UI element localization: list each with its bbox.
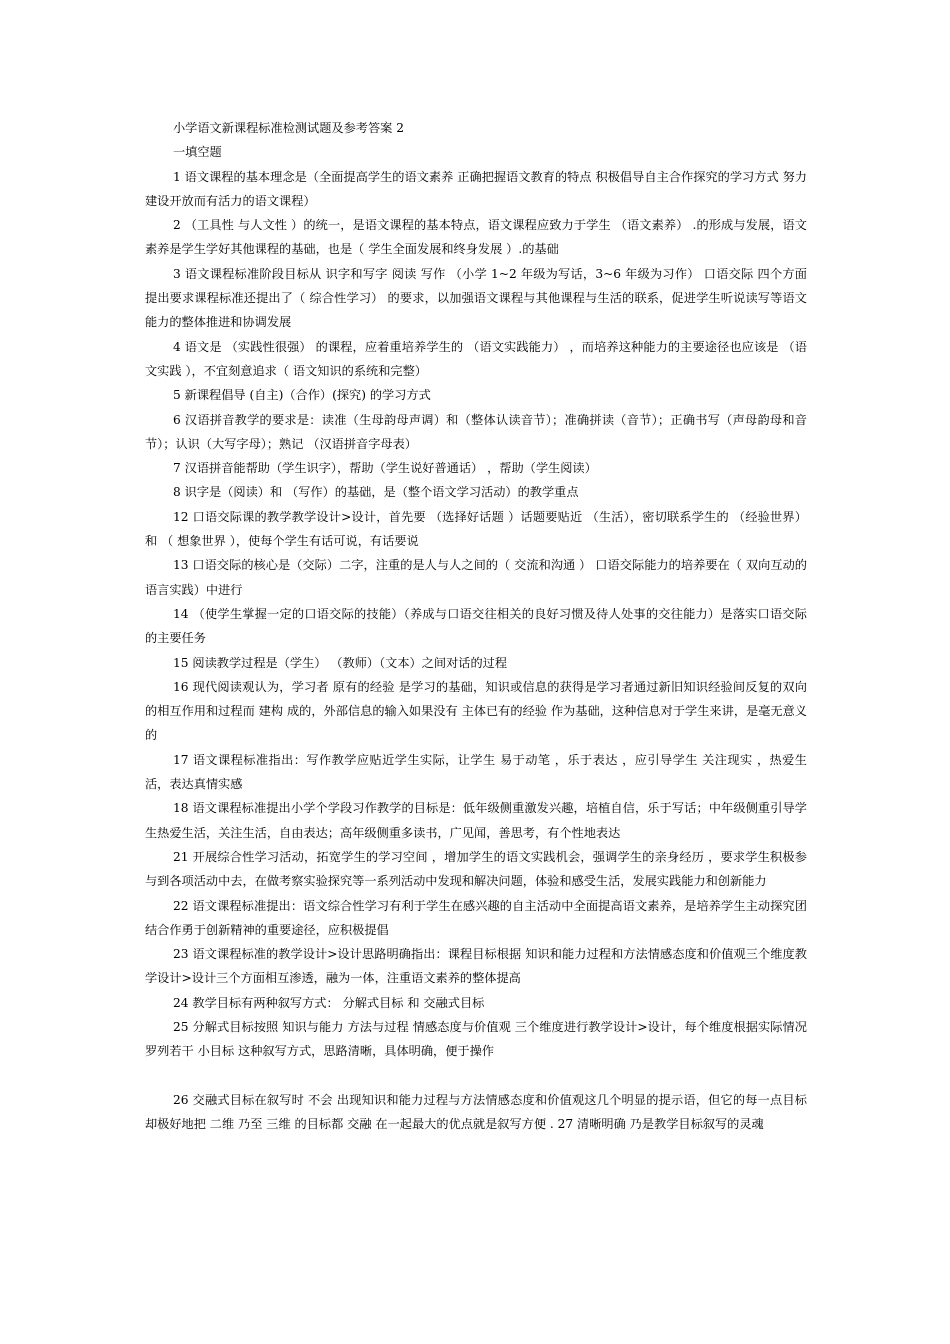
question-15: 15 阅读教学过程是（学生） （教师）（文本）之间对话的过程: [173, 655, 508, 670]
question-24: 24 教学目标有两种叙写方式： 分解式目标 和 交融式目标: [173, 995, 485, 1010]
question-16: 16 现代阅读观认为，学习者 原有的经验 是学习的基础，知识或信息的获得是学习者通过新旧知识经验间反复的双向的相互作用和过程而 建构 成的，外部信息的输入如果没有 主体已有的经验 作为基础，这种信息对于学生来讲，是毫无意义的: [145, 679, 807, 743]
paragraph-gap: [145, 1064, 807, 1088]
question-1: 1 语文课程的基本理念是（全面提高学生的语文素养 正确把握语文教育的特点 积极倡导自主合作探究的学习方式 努力建设开放而有活力的语文课程）: [145, 169, 807, 208]
question-18: 18 语文课程标准提出小学个学段习作教学的目标是：低年级侧重激发兴趣，培植自信，乐于写话；中年级侧重引导学生热爱生活，关注生活，自由表达；高年级侧重多读书，广见闻，善思考，有个性地表达: [145, 801, 807, 840]
question-23: 23 语文课程标准的教学设计>设计思路明确指出：课程目标根据 知识和能力过程和方法情感态度和价值观三个维度教学设计>设计三个方面相互渗透，融为一体，注重语文素养的整体提高: [145, 947, 807, 986]
question-2: 2 （工具性 与人文性 ）的统一，是语文课程的基本特点，语文课程应致力于学生 （语文素养） .的形成与发展，语文素养是学生学好其他课程的基础，也是（ 学生全面发展和终身发展 ）.的基础: [145, 218, 807, 257]
question-8: 8 识字是（阅读）和 （写作）的基础，是（整个语文学习活动）的教学重点: [173, 485, 579, 500]
document-page: [145, 116, 807, 1136]
question-7: 7 汉语拼音能帮助（学生识字），帮助（学生说好普通话） ，帮助（学生阅读）: [173, 461, 597, 476]
question-26: 26 交融式目标在叙写时 不会 出现知识和能力过程与方法情感态度和价值观这几个明显的提示语，但它的每一点目标却极好地把 二维 乃至 三维 的目标都 交融 在一起最大的优点就是叙写方便 . 27 清晰明确 乃是教学目标叙写的灵魂: [145, 1092, 807, 1131]
question-6: 6 汉语拼音教学的要求是：读准（生母韵母声调）和（整体认读音节）；准确拼读（音节）；正确书写（声母韵母和音节）；认识（大写字母）；熟记 （汉语拼音字母表）: [145, 412, 807, 451]
question-3: 3 语文课程标准阶段目标从 识字和写字 阅读 写作 （小学 1~2 年级为写话，3~6 年级为习作） 口语交际 四个方面提出要求课程标准还提出了（ 综合性学习） 的要求，以加强语文课程与其他课程与生活的联系，促进学生听说读写等语文能力的整体推进和协调发展: [145, 266, 807, 330]
question-14: 14 （使学生掌握一定的口语交际的技能）（养成与口语交往相关的良好习惯及待人处事的交往能力）是落实口语交际的主要任务: [145, 606, 807, 646]
document-title: 小学语文新课程标准检测试题及参考答案 2: [173, 121, 405, 135]
question-22: 22 语文课程标准提出：语文综合性学习有利于学生在感兴趣的自主活动中全面提高语文素养，是培养学生主动探究团结合作勇于创新精神的重要途径，应积极提倡: [145, 898, 807, 937]
question-25: 25 分解式目标按照 知识与能力 方法与过程 情感态度与价值观 三个维度进行教学设计>设计，每个维度根据实际情况罗列若干 小目标 这种叙写方式，思路清晰，具体明确，便于操作: [145, 1019, 807, 1059]
question-13: 13 口语交际的核心是（交际）二字，注重的是人与人之间的（ 交流和沟通 ） 口语交际能力的培养要在（ 双向互动的语言实践）中进行: [145, 558, 807, 597]
question-21: 21 开展综合性学习活动，拓宽学生的学习空间 ，增加学生的语文实践机会，强调学生的亲身经历 ，要求学生积极参与到各项活动中去，在做考察实验探究等一系列活动中发现和解决问题，体验和感受生活，发展实践能力和创新能力: [145, 849, 807, 889]
section-heading: 一填空题: [173, 145, 222, 160]
question-4: 4 语文是 （实践性很强） 的课程，应着重培养学生的 （语文实践能力） ，而培养这种能力的主要途径也应该是 （语文实践 ），不宜刻意追求（ 语文知识的系统和完整）: [145, 339, 807, 378]
question-5: 5 新课程倡导 (自主)（合作）(探究) 的学习方式: [173, 388, 431, 403]
question-12: 12 口语交际课的教学教学设计>设计，首先要 （选择好话题 ）话题要贴近 （生活），密切联系学生的 （经验世界） 和 （ 想象世界 ），使每个学生有话可说，有话要说: [145, 509, 807, 549]
question-17: 17 语文课程标准指出：写作教学应贴近学生实际，让学生 易于动笔 ，乐于表达 ，应引导学生 关注现实 ，热爱生活，表达真情实感: [145, 752, 807, 792]
